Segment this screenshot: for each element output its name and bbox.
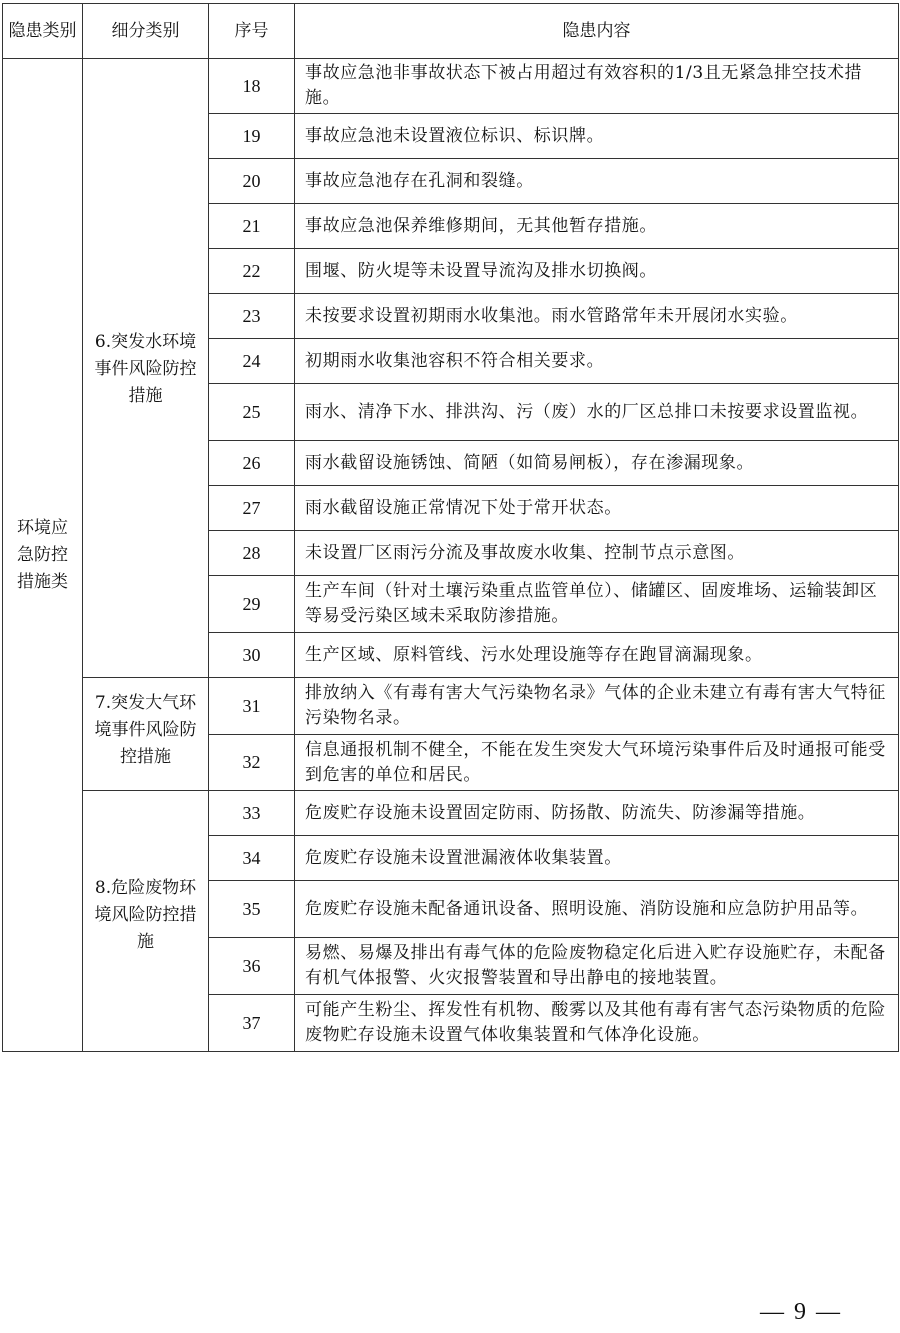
row-number: 36 [209,938,295,995]
row-content: 危废贮存设施未配备通讯设备、照明设施、消防设施和应急防护用品等。 [295,881,899,938]
row-content: 未按要求设置初期雨水收集池。雨水管路常年未开展闭水实验。 [295,294,899,339]
table-row [3,59,899,114]
hazard-category: 环境应急防控措施类 [3,59,83,1052]
row-number: 21 [209,204,295,249]
header-content: 隐患内容 [295,4,899,59]
row-number: 22 [209,249,295,294]
row-content: 雨水截留设施正常情况下处于常开状态。 [295,486,899,531]
row-number: 26 [209,441,295,486]
subcategory-label: 6.突发水环境事件风险防控措施 [94,332,197,406]
subcategory-label: 8.危险废物环境风险防控措施 [94,878,197,952]
row-content: 事故应急池保养维修期间，无其他暂存措施。 [295,204,899,249]
row-number: 20 [209,159,295,204]
row-number: 19 [209,114,295,159]
table-row [3,678,899,735]
subcategory-label: 7.突发大气环境事件风险防控措施 [94,693,197,767]
row-number: 37 [209,995,295,1052]
row-number: 34 [209,836,295,881]
header-category: 隐患类别 [3,4,83,59]
row-number: 23 [209,294,295,339]
page-number: — 9 — [760,1299,842,1325]
row-content: 生产车间（针对土壤污染重点监管单位）、储罐区、固废堆场、运输装卸区等易受污染区域未采取防渗措施。 [295,576,899,633]
row-number: 33 [209,791,295,836]
row-number: 35 [209,881,295,938]
row-content: 生产区域、原料管线、污水处理设施等存在跑冒滴漏现象。 [295,633,899,678]
header-row [3,4,899,59]
row-content: 危废贮存设施未设置固定防雨、防扬散、防流失、防渗漏等措施。 [295,791,899,836]
row-number: 29 [209,576,295,633]
table-row [3,791,899,836]
row-number: 18 [209,59,295,114]
row-content: 危废贮存设施未设置泄漏液体收集装置。 [295,836,899,881]
row-number: 25 [209,384,295,441]
row-content: 未设置厂区雨污分流及事故废水收集、控制节点示意图。 [295,531,899,576]
hazard-table [2,3,899,1052]
header-subcategory: 细分类别 [83,4,209,59]
row-content: 雨水、清净下水、排洪沟、污（废）水的厂区总排口未按要求设置监视。 [295,384,899,441]
subcategory-cell [83,791,209,1052]
row-number: 31 [209,678,295,735]
row-content: 事故应急池未设置液位标识、标识牌。 [295,114,899,159]
row-content: 事故应急池非事故状态下被占用超过有效容积的1/3且无紧急排空技术措施。 [295,59,899,114]
row-content: 事故应急池存在孔洞和裂缝。 [295,159,899,204]
row-content: 初期雨水收集池容积不符合相关要求。 [295,339,899,384]
row-content: 排放纳入《有毒有害大气污染物名录》气体的企业未建立有毒有害大气特征污染物名录。 [295,678,899,735]
row-content: 围堰、防火堤等未设置导流沟及排水切换阀。 [295,249,899,294]
header-number: 序号 [209,4,295,59]
subcategory-cell [83,678,209,791]
row-number: 30 [209,633,295,678]
row-number: 28 [209,531,295,576]
row-number: 27 [209,486,295,531]
row-number: 32 [209,735,295,791]
row-content: 信息通报机制不健全，不能在发生突发大气环境污染事件后及时通报可能受到危害的单位和居民。 [295,735,899,791]
subcategory-cell [83,59,209,678]
row-number: 24 [209,339,295,384]
row-content: 易燃、易爆及排出有毒气体的危险废物稳定化后进入贮存设施贮存，未配备有机气体报警、火灾报警装置和导出静电的接地装置。 [295,938,899,995]
row-content: 可能产生粉尘、挥发性有机物、酸雾以及其他有毒有害气态污染物质的危险废物贮存设施未设置气体收集装置和气体净化设施。 [295,995,899,1052]
row-content: 雨水截留设施锈蚀、简陋（如简易闸板），存在渗漏现象。 [295,441,899,486]
